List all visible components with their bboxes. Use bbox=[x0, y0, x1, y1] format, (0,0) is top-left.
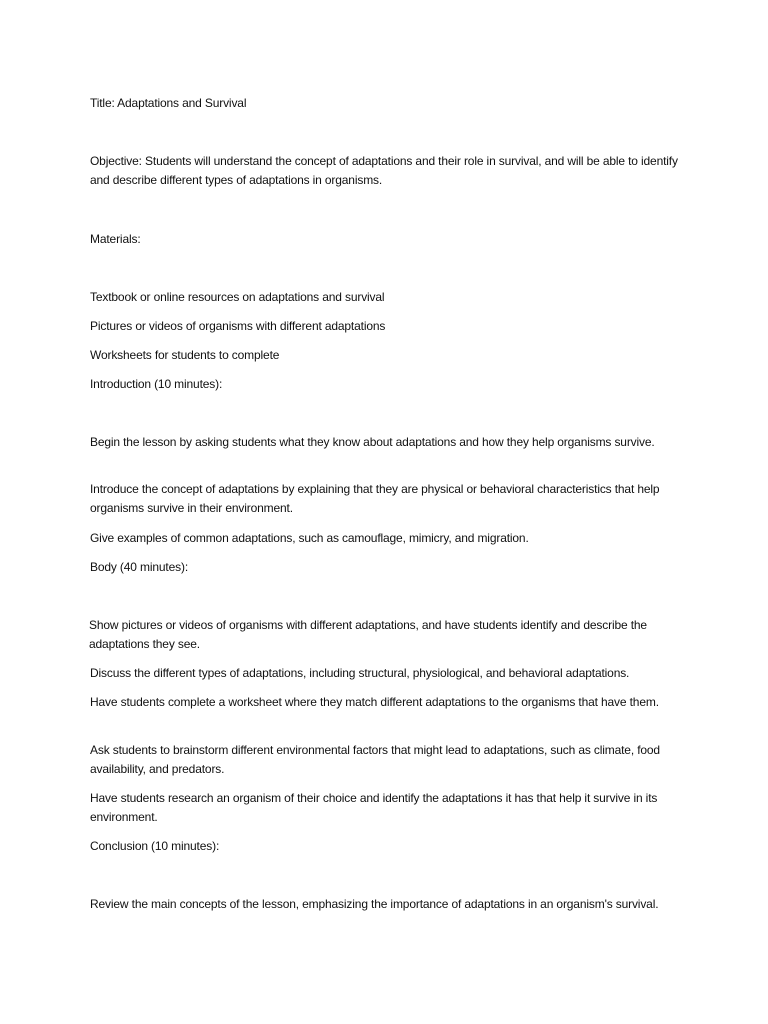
introduction-item: Begin the lesson by asking students what they know about adaptations and how they help organisms survive. bbox=[90, 435, 655, 449]
objective-paragraph: Objective: Students will understand the concept of adaptations and their role in survival, and will be able to identify and describe different types of adaptations in organisms. bbox=[90, 154, 678, 187]
introduction-item: Introduce the concept of adaptations by explaining that they are physical or behavioral characteristics that help organisms survive in their environment. bbox=[90, 482, 660, 515]
materials-heading: Materials: bbox=[90, 232, 141, 246]
materials-item: Worksheets for students to complete bbox=[90, 348, 280, 362]
introduction-heading: Introduction (10 minutes): bbox=[90, 377, 223, 391]
introduction-item: Give examples of common adaptations, such as camouflage, mimicry, and migration. bbox=[90, 531, 529, 545]
materials-item: Textbook or online resources on adaptations and survival bbox=[90, 290, 385, 304]
body-item: Discuss the different types of adaptations, including structural, physiological, and behavioral adaptations. bbox=[90, 666, 630, 680]
body-item: Have students complete a worksheet where they match different adaptations to the organisms that have them. bbox=[90, 695, 659, 709]
body-item: Ask students to brainstorm different environmental factors that might lead to adaptations, such as climate, food availability, and predators. bbox=[90, 743, 660, 776]
body-item: Have students research an organism of their choice and identify the adaptations it has that help it survive in its environment. bbox=[90, 791, 658, 824]
document-title: Title: Adaptations and Survival bbox=[90, 96, 247, 110]
conclusion-heading: Conclusion (10 minutes): bbox=[90, 839, 220, 853]
materials-item: Pictures or videos of organisms with different adaptations bbox=[90, 319, 386, 333]
conclusion-item: Review the main concepts of the lesson, emphasizing the importance of adaptations in an organism's survival. bbox=[90, 897, 659, 911]
body-item: Show pictures or videos of organisms with different adaptations, and have students identify and describe the adaptations they see. bbox=[89, 618, 647, 651]
body-heading: Body (40 minutes): bbox=[90, 560, 189, 574]
